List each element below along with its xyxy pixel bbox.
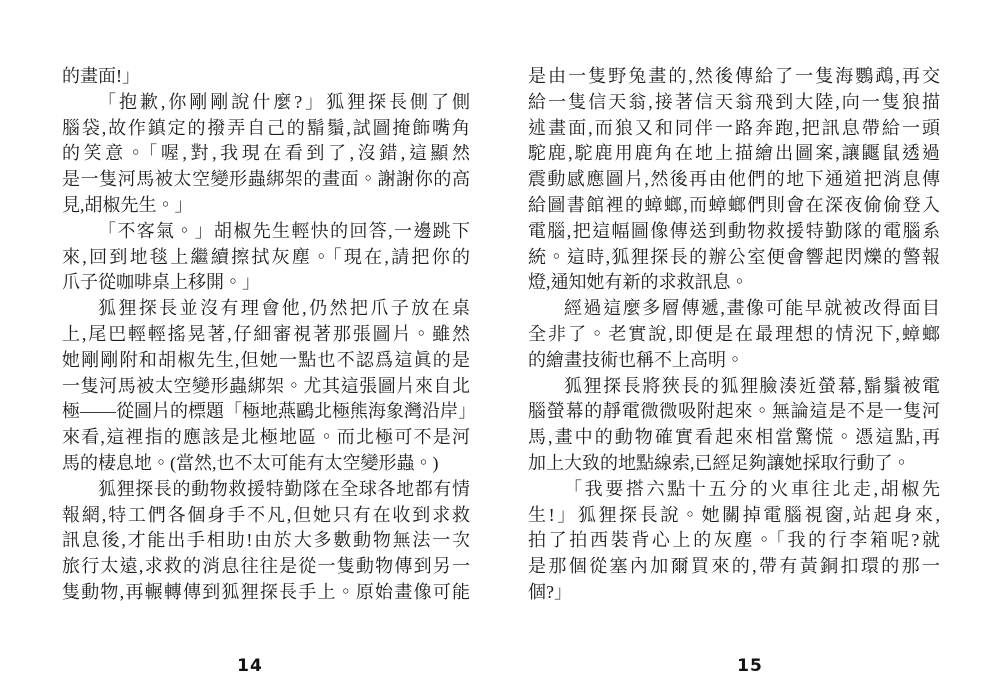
text-line: 「抱歉,你剛剛說什麼?」狐狸探長側了側 xyxy=(98,91,470,112)
text-line: 狐狸探長將狹長的狐狸臉湊近螢幕,鬍鬚被電 xyxy=(564,375,940,396)
text-line: 馬,畫中的動物確實看起來相當驚慌。憑這點,再 xyxy=(528,427,940,448)
text-line: 電腦,把這幅圖像傳送到動物救援特勤隊的電腦系 xyxy=(528,220,940,241)
text-line: 腦袋,故作鎮定的撥弄自己的鬍鬚,試圖掩飾嘴角 xyxy=(62,117,470,138)
text-line: 腦螢幕的靜電微微吸附起來。無論這是不是一隻河 xyxy=(528,401,940,422)
paragraph xyxy=(528,374,940,477)
text-line: 加上大致的地點線索,已經足夠讓她採取行動了。 xyxy=(528,452,911,473)
text-line: 旅行太遠,求救的消息往往是從一隻動物傳到另一 xyxy=(62,556,470,577)
text-line: 是一隻河馬被太空變形蟲綁架的畫面。謝謝你的高 xyxy=(62,169,470,190)
text-line: 爪子從咖啡桌上移開。」 xyxy=(62,272,260,293)
paragraph xyxy=(528,477,940,606)
page-number-left: 14 xyxy=(237,656,263,676)
text-line: 報網,特工們各個身手不凡,但她只有在收到求救 xyxy=(62,504,470,525)
page-number-right: 15 xyxy=(737,656,763,676)
text-line: 駝鹿,駝鹿用鹿角在地上描繪出圖案,讓鼴鼠透過 xyxy=(528,143,940,164)
text-line: 她剛剛附和胡椒先生,但她一點也不認爲這眞的是 xyxy=(62,349,470,370)
text-line: 來看,這裡指的應該是北極地區。而北極可不是河 xyxy=(62,427,470,448)
text-line: 個?」 xyxy=(528,581,572,602)
paragraph xyxy=(62,90,470,219)
paragraph xyxy=(528,64,940,296)
text-line: 馬的棲息地。(當然,也不太可能有太空變形蟲。) xyxy=(62,452,439,473)
text-line: 狐狸探長的動物救援特勤隊在全球各地都有情 xyxy=(98,478,470,499)
text-line: 是那個從塞內加爾買來的,帶有黃銅扣環的那一 xyxy=(528,556,940,577)
text-line: 述畫面,而狼又和同伴一路奔跑,把訊息帶給一頭 xyxy=(528,117,940,138)
text-line: 給一隻信天翁,接著信天翁飛到大陸,向一隻狼描 xyxy=(528,91,940,112)
text-line: 是由一隻野兔畫的,然後傳給了一隻海鸚鵡,再交 xyxy=(528,66,940,86)
text-line: 的笑意。「喔,對,我現在看到了,沒錯,這顯然 xyxy=(62,143,470,164)
text-line: 一隻河馬被太空變形蟲綁架。尤其這張圖片來自北 xyxy=(62,375,470,396)
paragraph xyxy=(528,296,940,373)
text-line: 極——從圖片的標題「極地燕鷗北極熊海象灣沿岸」 xyxy=(62,401,476,422)
text-line: 拍了拍西裝背心上的灰塵。「我的行李箱呢?就 xyxy=(528,530,940,551)
text-line: 見,胡椒先生。」 xyxy=(62,194,193,215)
paragraph xyxy=(62,64,470,90)
page-14-text-column xyxy=(62,64,476,606)
text-line: 全非了。老實說,即便是在最理想的情況下,蟑螂 xyxy=(528,323,940,344)
text-line: 統。這時,狐狸探長的辦公室便會響起閃爍的警報 xyxy=(528,246,940,267)
text-line: 「我要搭六點十五分的火車往北走,胡椒先 xyxy=(564,478,940,499)
text-line: 隻動物,再輾轉傳到狐狸探長手上。原始畫像可能 xyxy=(62,581,470,602)
paragraph xyxy=(62,296,476,477)
paragraph xyxy=(62,477,470,606)
text-line: 訊息後,才能出手相助!由於大多數動物無法一次 xyxy=(62,530,470,551)
text-line: 燈,通知她有新的求救訊息。 xyxy=(528,272,749,293)
text-line: 生!」狐狸探長說。她關掉電腦視窗,站起身來, xyxy=(528,504,940,525)
text-line: 「不客氣。」胡椒先生輕快的回答,一邊跳下 xyxy=(98,220,470,241)
text-line: 狐狸探長並沒有理會他,仍然把爪子放在桌 xyxy=(98,298,470,319)
text-line: 的繪畫技術也稱不上高明。 xyxy=(528,349,744,370)
text-line: 震動感應圖片,然後再由他們的地下通道把消息傳 xyxy=(528,169,940,190)
text-line: 經過這麼多層傳遞,畫像可能早就被改得面目 xyxy=(564,298,940,319)
page-15-text-column xyxy=(528,64,940,606)
text-line: 給圖書館裡的蟑螂,而蟑螂們則會在深夜偷偷登入 xyxy=(528,194,940,215)
text-line: 的畫面!」 xyxy=(62,66,140,86)
paragraph xyxy=(62,219,470,296)
text-line: 來,回到地毯上繼續擦拭灰塵。「現在,請把你的 xyxy=(62,246,470,267)
text-line: 上,尾巴輕輕搖晃著,仔細審視著那張圖片。雖然 xyxy=(62,323,470,344)
